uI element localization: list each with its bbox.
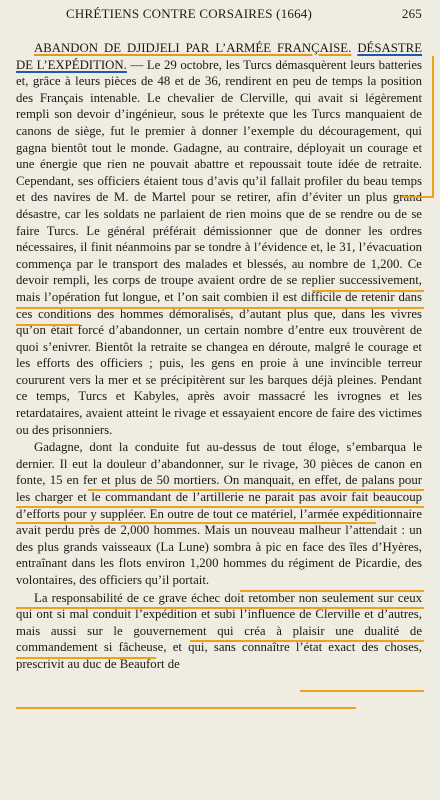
section-heading-line-2: DÉSASTRE DE L’EXPÉDITION. bbox=[16, 41, 423, 72]
body-text bbox=[16, 40, 422, 673]
paragraph-3: La responsabilité de ce grave échec doit retomber non seulement sur ceux qui ont si mal conduit l’expédition et subi l’influence de Clerville et d’autres, mais aussi sur le gouvernement qui créa à plaisir une dualité de commandement si fâcheuse, et qui, sans connaître l’état exact des choses, prescrivit au duc de Beaufort de bbox=[16, 590, 422, 671]
highlight-mark bbox=[240, 590, 424, 592]
highlight-mark bbox=[16, 307, 424, 309]
running-head bbox=[16, 6, 422, 24]
highlight-mark bbox=[312, 290, 424, 292]
running-title: CHRÉTIENS CONTRE CORSAIRES (1664) bbox=[66, 6, 313, 21]
highlight-mark bbox=[16, 707, 356, 709]
highlight-mark bbox=[16, 522, 376, 524]
highlight-mark bbox=[16, 506, 424, 508]
paragraph-1-text: — Le 29 octobre, les Turcs démasquèrent leurs batteries et, grâce à leurs pièces de 48 et de 36, rendirent en peu de temps la position des Français intenable. Le chevalier de Clerville, qui avait si légèrement rempli son devoir d’ingénieur, sous le prétexte que les Turcs manquaient de canons de siège, fut le premier à donner l’exemple du découragement, qui gagna bientôt tout le monde. Gadagne, au contraire, déployait un courage et une énergie que rien ne pouvait abattre et repoussait toute idée de retraite. Cependant, ses officiers étaient tous d’avis qu’il fallait profiler du beau temps et des navires de M. de Martel pour se retirer, afin d’éviter un plus grand désastre, car les soldats ne parlaient de rien moins que de se rendre ou de se faire Turcs. Le général préférait démissionner que de donner les ordres nécessaires, il finit néanmoins par se tondre à l’évidence et, le 31, l’évacuation commença par le transport des malades et blessés, au nombre de 1,200. Ce devoir rempli, les corps de troupe avaient ordre de se replier successivement, mais l’opération fut longue, et l’on sait combien il est difficile de retenir dans ces conditions des hommes démoralisés, d’autant plus que, dans les vivres qu’on était forcé d’abandonner, un certain nombre d’entre eux trouvèrent de quoi s’enivrer. Bientôt la retraite se changea en déroute, malgré le courage et les efforts des officiers ; puis, les gens en proie à une invincible terreur coururent vers la mer et se précipitèrent sur les barques déjà pleines. Pendant ce temps, Turcs et Kabyles, après avoir massacré les ivrognes et les retardataires, avaient atteint le rivage et essayaient encore de faire des victimes ou des prisonniers. bbox=[16, 57, 422, 437]
highlight-mark bbox=[16, 607, 424, 609]
highlight-mark bbox=[16, 657, 156, 659]
highlight-mark bbox=[190, 640, 424, 642]
section-heading-line-1: ABANDON DE DJIDJELI PAR L’ARMÉE FRANÇAISE. bbox=[34, 41, 352, 55]
highlight-mark bbox=[300, 690, 424, 692]
paragraph-2: Gadagne, dont la conduite fut au-dessus de tout éloge, s’embarqua le dernier. Il eut la douleur d’abandonner, sur le rivage, 30 pièces de canon en fonte, 15 en fer et plus de 50 mortiers. On manquait, en effet, de palans pour les charger et le commandant de l’artillerie ne parait pas avoir fait beaucoup d’efforts pour y suppléer. En outre de tout ce matériel, l’armée expéditionnaire avait perdu près de 2,000 hommes. Mais un nouveau malheur l’attendait : un des plus grands vaisseaux (La Lune) sombra à pic en face des îles d’Hyères, entraînant dans les flots environ 1,200 hommes du régiment de Picardie, des volontaires, des officiers qu’il portait. bbox=[16, 440, 422, 587]
paragraph-1 bbox=[16, 40, 422, 438]
highlight-mark bbox=[16, 324, 80, 326]
highlight-mark bbox=[88, 489, 424, 491]
page-number: 265 bbox=[401, 6, 422, 21]
